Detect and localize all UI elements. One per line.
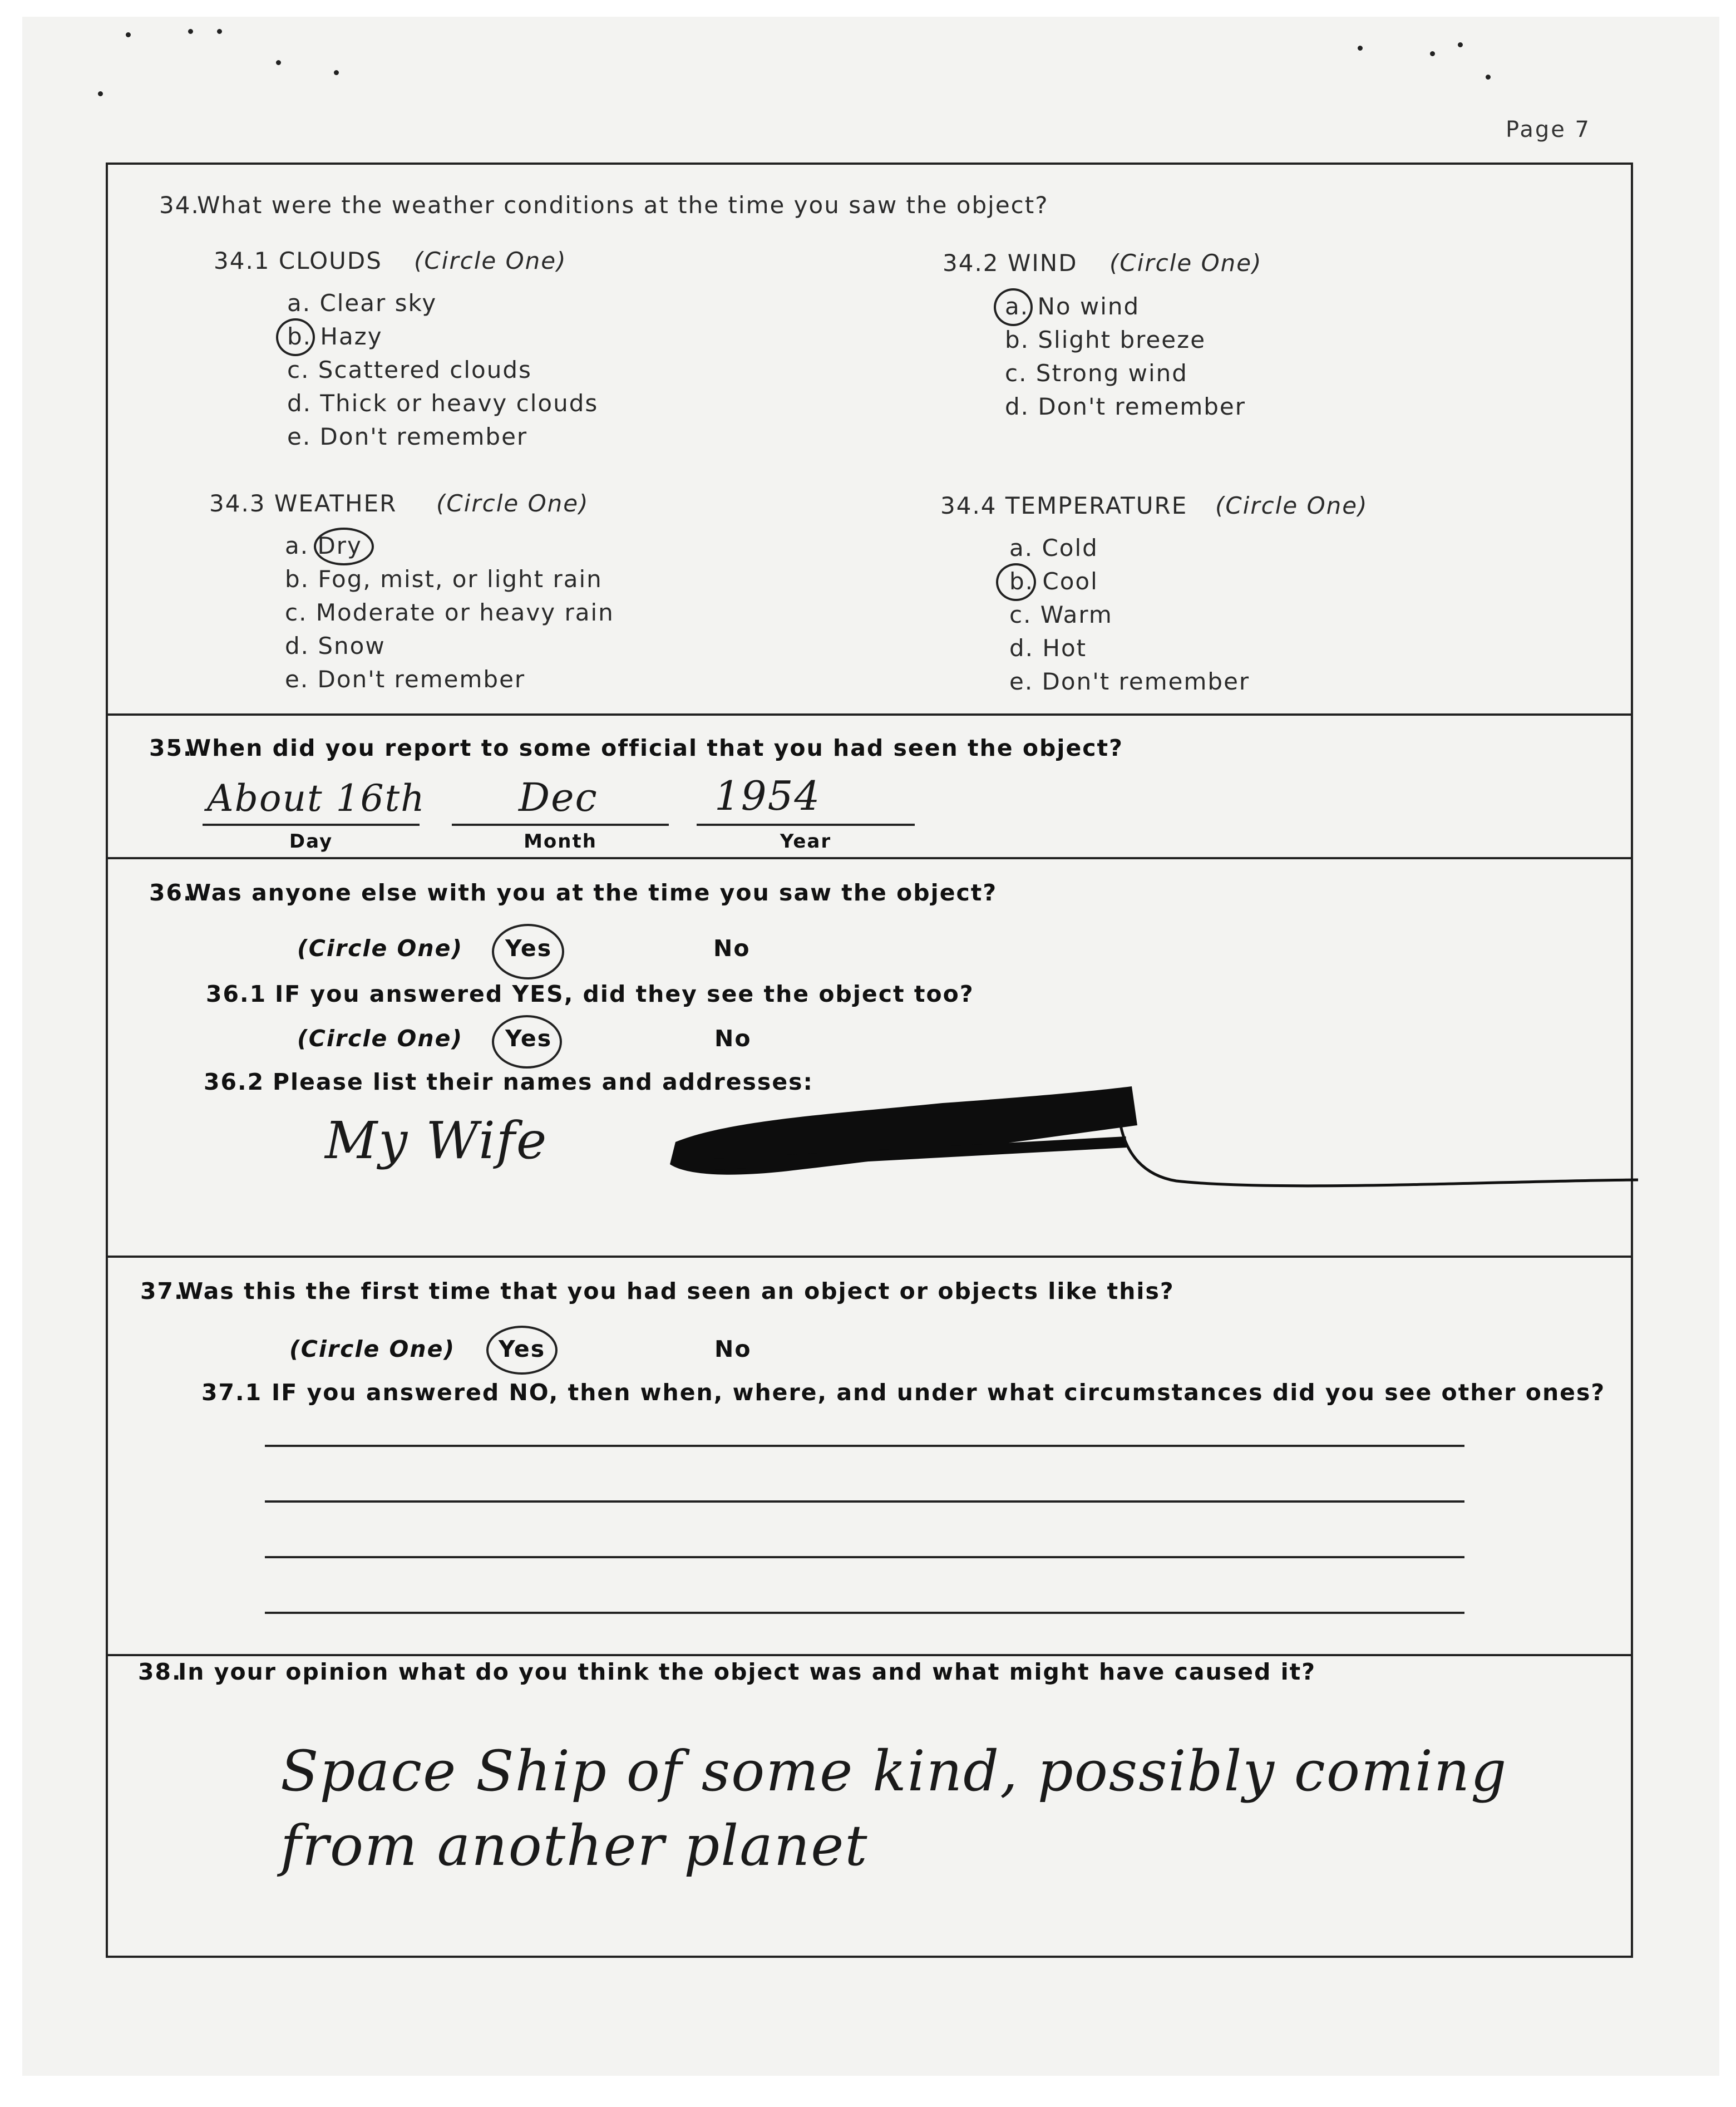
q37-yes: Yes — [499, 1336, 546, 1362]
q36-1-yes: Yes — [505, 1025, 553, 1052]
wind-option-d: d. Don't remember — [1005, 393, 1246, 420]
q38-answer-line-1: Space Ship of some kind, possibly coming — [280, 1739, 1508, 1804]
weather-option-a: a. Dry — [285, 532, 362, 559]
temperature-option-e: e. Don't remember — [1009, 668, 1250, 695]
scan-speck — [217, 29, 222, 34]
scanned-page — [22, 17, 1719, 2076]
form-box — [106, 163, 1633, 1958]
day-line — [203, 824, 420, 826]
q36-question: Was anyone else with you at the time you saw the object? — [186, 879, 998, 906]
temperature-option-b: b. Cool — [1009, 568, 1098, 595]
temperature-option-d: d. Hot — [1009, 634, 1087, 662]
wind-instruction: (Circle One) — [1109, 249, 1262, 277]
q35-number: 35. — [149, 735, 193, 761]
day-label: Day — [289, 830, 333, 853]
clouds-option-a: a. Clear sky — [287, 289, 437, 317]
scan-speck — [1486, 75, 1491, 80]
q36-1-question: IF you answered YES, did they see the object too? — [275, 981, 974, 1007]
q37-number: 37. — [140, 1278, 184, 1304]
temperature-answer-circle — [996, 563, 1036, 601]
clouds-option-e: e. Don't remember — [287, 423, 528, 450]
wind-option-b: b. Slight breeze — [1005, 326, 1206, 353]
q36-2-number: 36.2 — [204, 1069, 265, 1095]
weather-answer-circle — [314, 528, 374, 565]
year-line — [697, 824, 915, 826]
q37-1-question: IF you answered NO, then when, where, and under what circumstances did you see other ones? — [272, 1379, 1606, 1406]
q36-no: No — [713, 935, 751, 962]
q34-number: 34. — [159, 191, 200, 219]
weather-option-d: d. Snow — [285, 632, 386, 659]
wind-option-c: c. Strong wind — [1005, 360, 1188, 387]
q38-answer-line-2: from another planet — [280, 1813, 869, 1878]
q34-question: What were the weather conditions at the time you saw the object? — [197, 191, 1049, 219]
clouds-instruction: (Circle One) — [414, 247, 567, 274]
scan-speck — [98, 91, 103, 96]
q36-1-no: No — [714, 1025, 752, 1052]
scan-speck — [1430, 51, 1435, 56]
wind-answer-circle — [994, 288, 1033, 326]
q37-1-number: 37.1 — [201, 1379, 263, 1406]
q37-answer-circle — [486, 1326, 558, 1375]
q38-number: 38. — [138, 1658, 182, 1685]
q36-2-question: Please list their names and addresses: — [273, 1069, 813, 1095]
answer-line-3 — [265, 1556, 1464, 1558]
report-month-value: Dec — [519, 775, 598, 820]
section-divider — [108, 713, 1631, 716]
scan-speck — [188, 29, 193, 34]
wind-heading: 34.2 WIND — [943, 249, 1078, 277]
answer-line-4 — [265, 1612, 1464, 1614]
temperature-heading: 34.4 TEMPERATURE — [940, 492, 1188, 519]
scan-speck — [1358, 46, 1363, 51]
page-number: Page 7 — [1506, 117, 1591, 142]
clouds-answer-circle — [276, 318, 315, 356]
q36-yes: Yes — [505, 935, 553, 962]
q38-question: In your opinion what do you think the object was and what might have caused it? — [178, 1658, 1316, 1685]
year-label: Year — [780, 830, 832, 853]
q36-1-number: 36.1 — [206, 981, 267, 1007]
q37-question: Was this the first time that you had seen an object or objects like this? — [178, 1278, 1175, 1304]
scan-speck — [276, 60, 281, 65]
scan-speck — [334, 70, 339, 75]
q36-1-circle-one: (Circle One) — [297, 1025, 463, 1052]
weather-instruction: (Circle One) — [436, 490, 589, 517]
q36-circle-one: (Circle One) — [297, 935, 463, 962]
q37-circle-one: (Circle One) — [289, 1336, 456, 1362]
clouds-option-b: b. Hazy — [287, 323, 383, 350]
answer-line-2 — [265, 1500, 1464, 1503]
scan-speck — [1458, 42, 1463, 47]
clouds-option-d: d. Thick or heavy clouds — [287, 390, 599, 417]
section-divider — [108, 1654, 1631, 1656]
section-divider — [108, 1256, 1631, 1258]
report-year-value: 1954 — [714, 772, 821, 819]
report-day-value: About 16th — [207, 777, 426, 820]
month-line — [452, 824, 669, 826]
month-label: Month — [524, 830, 597, 853]
weather-heading: 34.3 WEATHER — [209, 490, 397, 517]
clouds-option-c: c. Scattered clouds — [287, 356, 532, 383]
scan-speck — [126, 32, 131, 37]
q36-answer-circle — [492, 924, 564, 979]
temperature-instruction: (Circle One) — [1215, 492, 1368, 519]
weather-option-b: b. Fog, mist, or light rain — [285, 565, 603, 593]
redaction-mark — [664, 1081, 1666, 1214]
q36-number: 36. — [149, 879, 193, 906]
wind-option-a: a. No wind — [1005, 293, 1140, 320]
temperature-option-c: c. Warm — [1009, 601, 1113, 628]
clouds-heading: 34.1 CLOUDS — [214, 247, 382, 274]
weather-option-c: c. Moderate or heavy rain — [285, 599, 614, 626]
answer-line-1 — [265, 1445, 1464, 1447]
q36-1-answer-circle — [492, 1015, 562, 1069]
section-divider — [108, 857, 1631, 859]
weather-option-e: e. Don't remember — [285, 666, 526, 693]
q37-no: No — [714, 1336, 752, 1362]
q35-question: When did you report to some official that you had seen the object? — [186, 735, 1123, 761]
companion-names: My Wife — [325, 1111, 548, 1170]
temperature-option-a: a. Cold — [1009, 534, 1098, 562]
